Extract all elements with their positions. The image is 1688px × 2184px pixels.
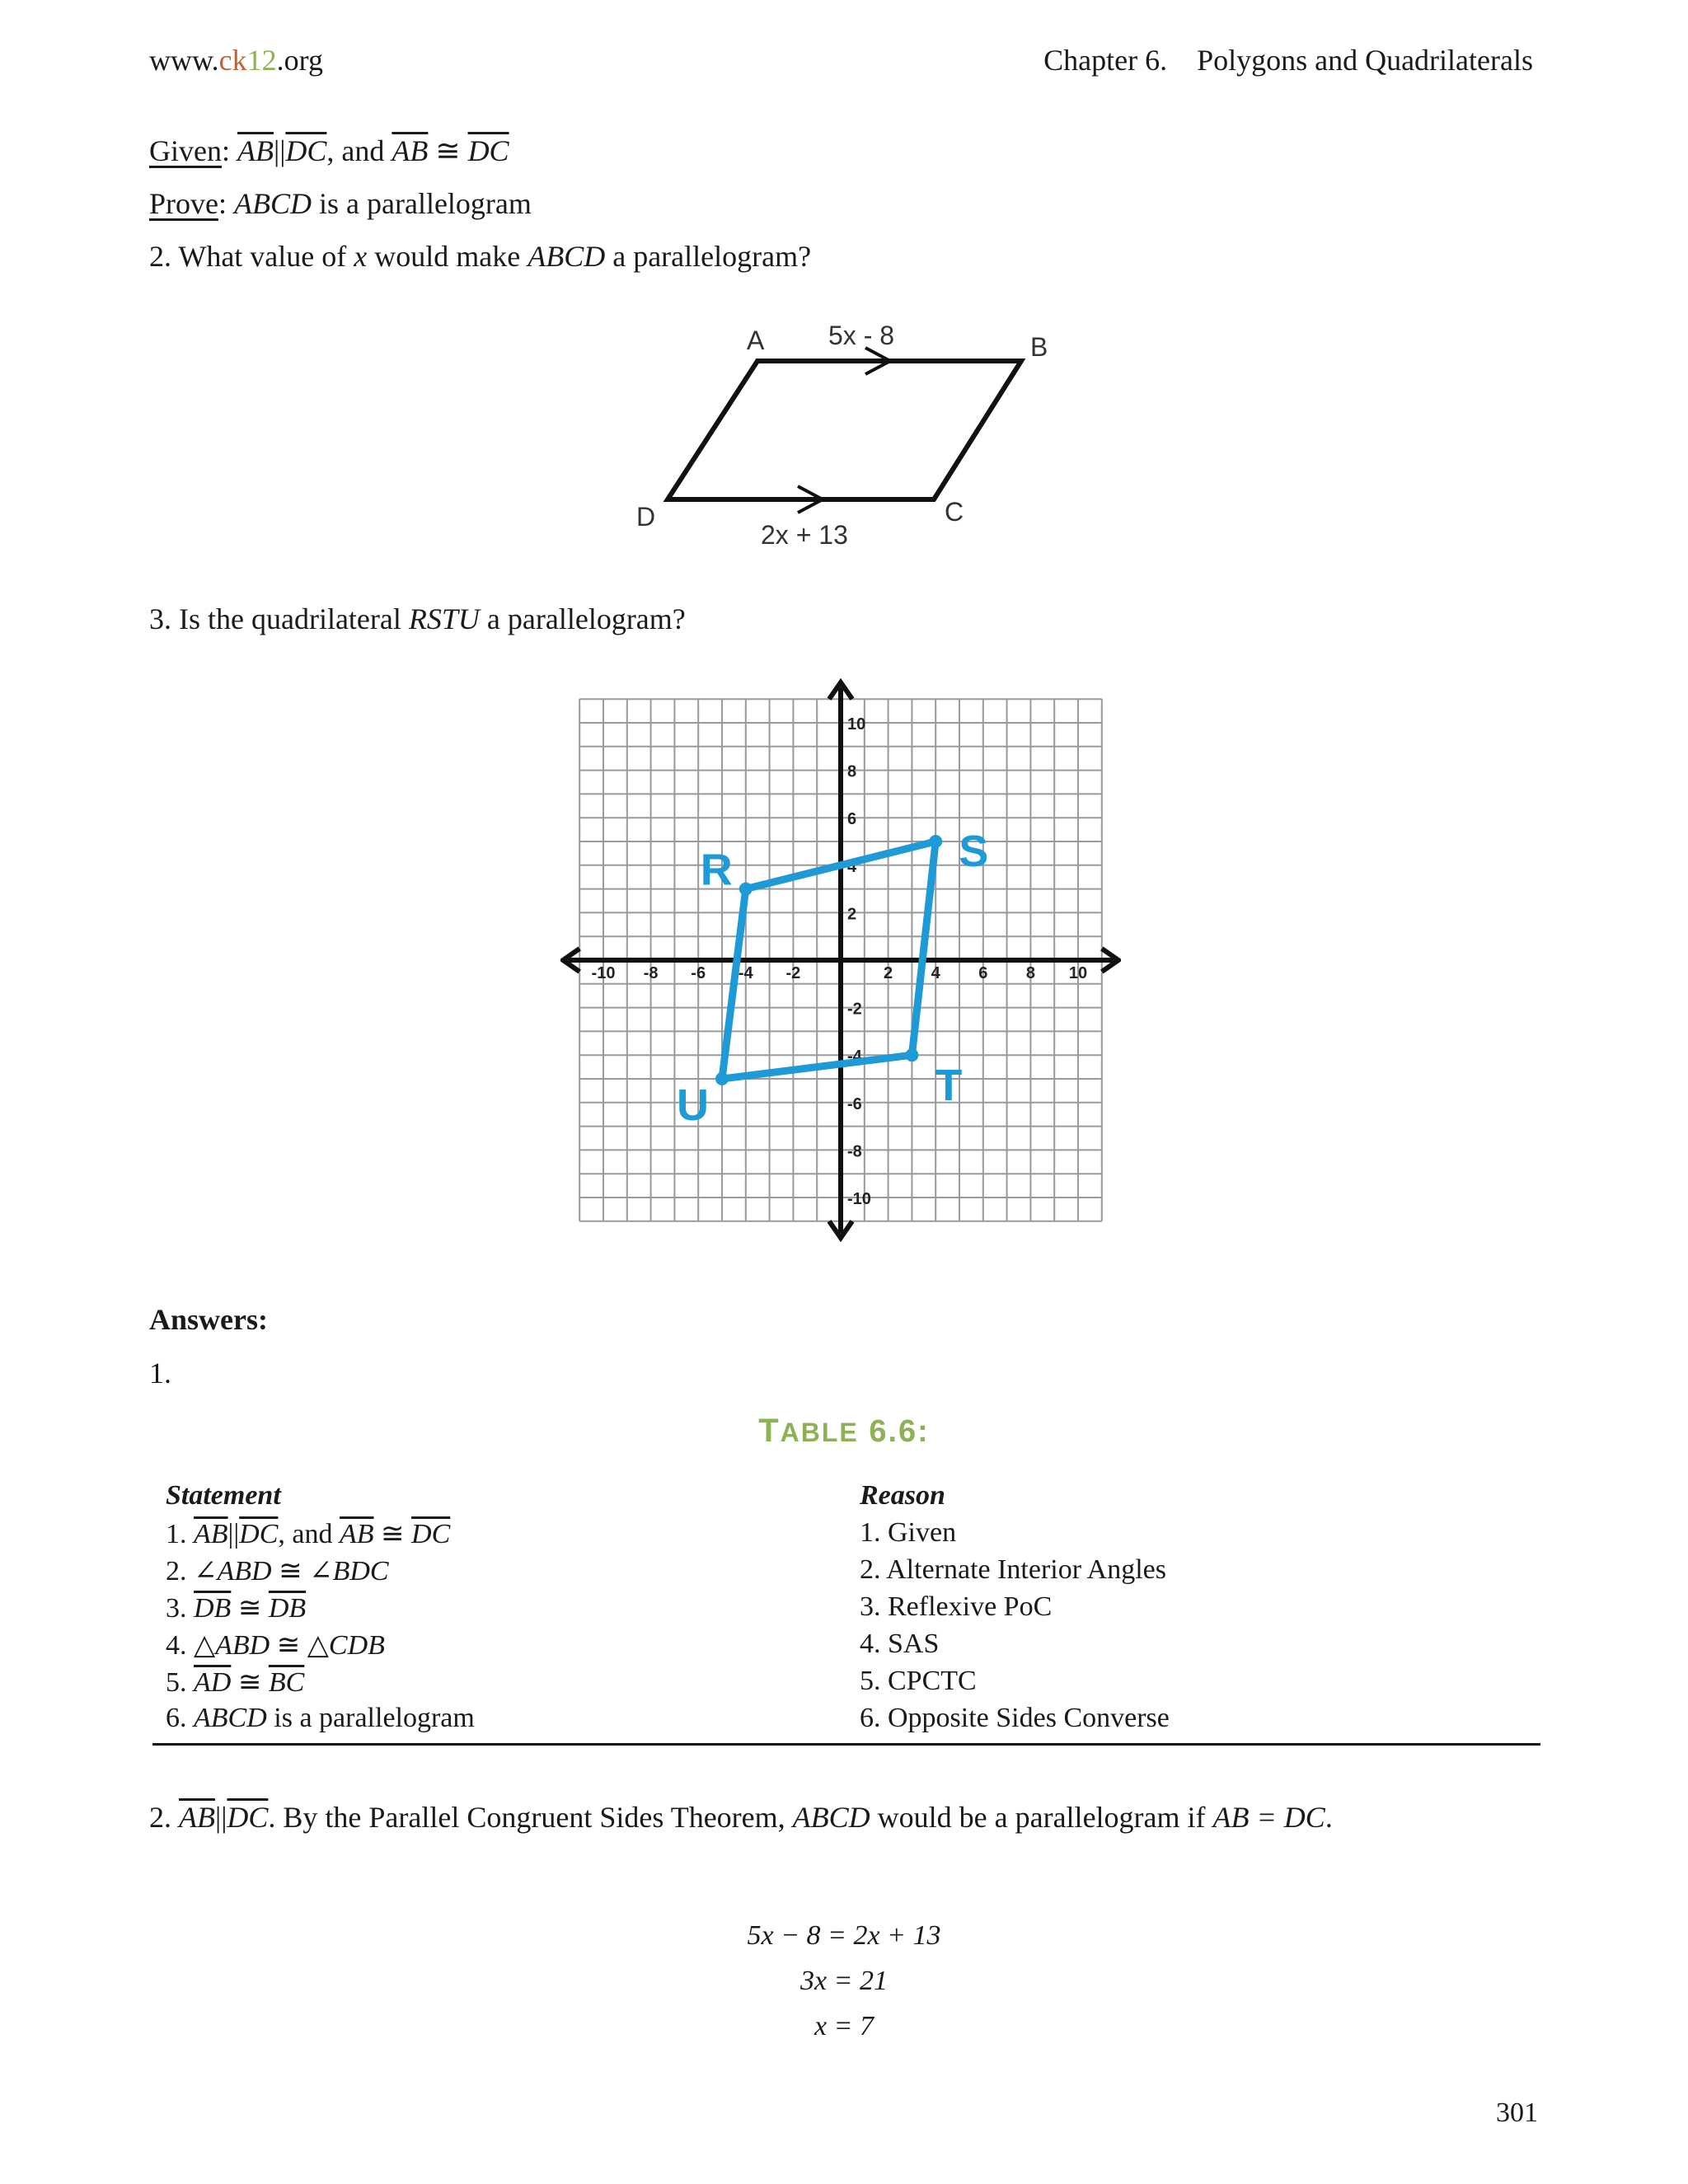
question-2 bbox=[149, 239, 811, 274]
var-x: x bbox=[354, 240, 368, 273]
reason-4: 4. SAS bbox=[860, 1629, 940, 1659]
vertex-label-r: R bbox=[700, 845, 733, 895]
y-tick-label: -6 bbox=[847, 1094, 862, 1113]
vertices bbox=[677, 827, 988, 1130]
quad-name: ABCD bbox=[792, 1801, 870, 1834]
y-tick-label: 4 bbox=[847, 857, 857, 876]
top-side-label: 5x - 8 bbox=[828, 321, 895, 350]
q3-text: a parallelogram? bbox=[486, 602, 686, 635]
x-tick-label: 8 bbox=[1025, 964, 1035, 982]
row-number: 5. bbox=[166, 1667, 187, 1698]
angle-abd: ∠ABD bbox=[194, 1556, 272, 1586]
x-tick-label: 2 bbox=[884, 964, 893, 982]
parallel-symbol: || bbox=[273, 134, 286, 167]
q3-text: 3. Is the quadrilateral bbox=[149, 602, 401, 635]
vertex-point-s bbox=[929, 835, 942, 848]
equation-3: x = 7 bbox=[814, 2011, 874, 2041]
page-number: 301 bbox=[1496, 2097, 1538, 2128]
y-tick-label: 6 bbox=[847, 810, 857, 829]
seg-ad: $\overline{AD}$ bbox=[194, 1667, 232, 1698]
triangle-abd: △ABD bbox=[194, 1630, 270, 1661]
coordinate-graph bbox=[560, 676, 1121, 1253]
prove-colon: : bbox=[218, 187, 227, 220]
congruent-symbol: ≅ bbox=[237, 1593, 262, 1624]
congruent-symbol: ≅ bbox=[381, 1519, 405, 1549]
quad-name: ABCD bbox=[528, 240, 606, 273]
reason-1: 1. Given bbox=[860, 1517, 957, 1548]
vertex-label-u: U bbox=[677, 1080, 709, 1130]
statement-6 bbox=[166, 1703, 475, 1734]
given-line bbox=[149, 134, 509, 168]
row-number: 3. bbox=[166, 1593, 187, 1624]
angle-bdc: ∠BDC bbox=[309, 1556, 389, 1586]
statement-2 bbox=[166, 1554, 389, 1587]
row-number: 2. bbox=[166, 1556, 187, 1586]
answers-heading: Answers: bbox=[149, 1303, 268, 1336]
parallel-symbol: || bbox=[214, 1801, 227, 1834]
triangle-cdb: △CDB bbox=[307, 1630, 385, 1661]
x-tick-label: -8 bbox=[643, 964, 659, 982]
reason-5: 5. CPCTC bbox=[860, 1666, 977, 1696]
statement-text: is a parallelogram bbox=[274, 1703, 475, 1733]
equation-2: 3x = 21 bbox=[799, 1966, 889, 1996]
y-tick-label: 2 bbox=[847, 905, 857, 924]
given-colon: : bbox=[221, 134, 230, 167]
congruent-symbol: ≅ bbox=[276, 1630, 301, 1661]
url-ck: ck bbox=[218, 44, 247, 77]
seg-ab: $\overline{AB}$ bbox=[340, 1519, 374, 1549]
congruent-symbol: ≅ bbox=[279, 1556, 302, 1586]
statement-1 bbox=[166, 1517, 450, 1550]
seg-dc: $\overline{DC}$ bbox=[467, 134, 509, 167]
x-tick-label: -10 bbox=[591, 964, 616, 982]
x-tick-label: -2 bbox=[785, 964, 801, 982]
bottom-side-label: 2x + 13 bbox=[761, 520, 848, 550]
table-title-number: 6.6: bbox=[869, 1414, 930, 1449]
vertex-label-s: S bbox=[959, 827, 989, 876]
table-title-word: ABLE bbox=[780, 1418, 859, 1447]
seg-dc: $\overline{DC}$ bbox=[285, 134, 327, 167]
x-tick-label: -6 bbox=[691, 964, 706, 982]
seg-db: $\overline{DB}$ bbox=[268, 1593, 307, 1624]
row-number: 1. bbox=[166, 1519, 187, 1549]
reason-2: 2. Alternate Interior Angles bbox=[860, 1554, 1167, 1585]
y-tick-label: 8 bbox=[847, 762, 857, 781]
equality: AB = DC bbox=[1212, 1801, 1325, 1834]
col-statement-header: Statement bbox=[166, 1480, 281, 1511]
x-tick-label: 10 bbox=[1068, 964, 1088, 982]
congruent-symbol: ≅ bbox=[435, 134, 461, 167]
row-number: 4. bbox=[166, 1630, 187, 1661]
axes bbox=[563, 682, 1118, 1238]
congruent-symbol: ≅ bbox=[237, 1667, 262, 1698]
period: . bbox=[1325, 1801, 1333, 1834]
statement-4 bbox=[166, 1629, 385, 1661]
and-text: , and bbox=[278, 1519, 333, 1549]
vertex-label-t: T bbox=[935, 1061, 963, 1111]
parallel-symbol: || bbox=[227, 1519, 240, 1549]
site-url[interactable] bbox=[149, 43, 323, 77]
vertex-a: A bbox=[747, 326, 765, 355]
vertex-point-r bbox=[739, 883, 753, 896]
q2-text: 2. What value of bbox=[149, 240, 347, 273]
x-tick-label: 4 bbox=[931, 964, 940, 982]
answer-2-number: 2. bbox=[149, 1801, 171, 1834]
seg-dc: $\overline{DC}$ bbox=[239, 1519, 279, 1549]
table-title bbox=[0, 1413, 1688, 1450]
reason-3: 3. Reflexive PoC bbox=[860, 1591, 1053, 1622]
given-label: Given bbox=[149, 134, 222, 167]
x-tick-label: 6 bbox=[978, 964, 988, 982]
seg-db: $\overline{DB}$ bbox=[194, 1593, 232, 1624]
y-tick-label: -10 bbox=[847, 1190, 871, 1208]
and-text: , and bbox=[326, 134, 385, 167]
equation-1: 5x − 8 = 2x + 13 bbox=[747, 1920, 941, 1951]
statement-5 bbox=[166, 1666, 304, 1699]
seg-dc: $\overline{DC}$ bbox=[227, 1801, 269, 1834]
vertex-c: C bbox=[945, 497, 964, 527]
q2-text: would make bbox=[374, 240, 521, 273]
quad-name: ABCD bbox=[194, 1703, 267, 1733]
answer-2-text: would be a parallelogram if bbox=[877, 1801, 1206, 1834]
vertex-d: D bbox=[636, 502, 656, 532]
table-title-initial: T bbox=[758, 1413, 781, 1449]
parallelogram-shape bbox=[668, 361, 1021, 499]
statement-3 bbox=[166, 1591, 306, 1624]
reason-6: 6. Opposite Sides Converse bbox=[860, 1703, 1170, 1733]
table-bottom-rule bbox=[152, 1743, 1540, 1746]
url-12: 12 bbox=[246, 44, 277, 77]
url-prefix: www. bbox=[149, 44, 219, 77]
seg-bc: $\overline{BC}$ bbox=[268, 1667, 305, 1698]
y-tick-label: 10 bbox=[847, 715, 866, 733]
row-number: 6. bbox=[166, 1703, 187, 1733]
prove-label: Prove bbox=[149, 187, 218, 220]
answer-2-text: . By the Parallel Congruent Sides Theorem, bbox=[268, 1801, 785, 1834]
y-tick-label: -8 bbox=[847, 1142, 862, 1161]
prove-text: is a parallelogram bbox=[319, 187, 532, 220]
x-tick-label: -4 bbox=[738, 964, 753, 982]
chapter-title: Chapter 6. Polygons and Quadrilaterals bbox=[1043, 44, 1533, 77]
seg-ab: $\overline{AB}$ bbox=[392, 134, 429, 167]
quad-rstu: RSTU bbox=[408, 602, 480, 635]
y-tick-label: -2 bbox=[847, 1000, 862, 1019]
quad-name: ABCD bbox=[234, 187, 312, 220]
answer-2 bbox=[149, 1800, 1333, 1835]
vertex-b: B bbox=[1030, 332, 1048, 362]
q2-text: a parallelogram? bbox=[612, 240, 812, 273]
seg-ab: $\overline{AB}$ bbox=[237, 134, 274, 167]
seg-dc: $\overline{DC}$ bbox=[411, 1519, 451, 1549]
seg-ab: $\overline{AB}$ bbox=[194, 1519, 228, 1549]
y-tick-label: -4 bbox=[847, 1047, 862, 1066]
vertex-point-t bbox=[905, 1048, 918, 1062]
parallelogram-figure bbox=[626, 313, 1071, 560]
prove-line bbox=[149, 186, 532, 221]
seg-ab: $\overline{AB}$ bbox=[179, 1801, 215, 1834]
url-suffix: .org bbox=[276, 44, 323, 77]
question-3 bbox=[149, 602, 686, 636]
col-reason-header: Reason bbox=[860, 1480, 945, 1511]
vertex-point-u bbox=[715, 1072, 729, 1085]
answer-1-number: 1. bbox=[149, 1357, 171, 1390]
